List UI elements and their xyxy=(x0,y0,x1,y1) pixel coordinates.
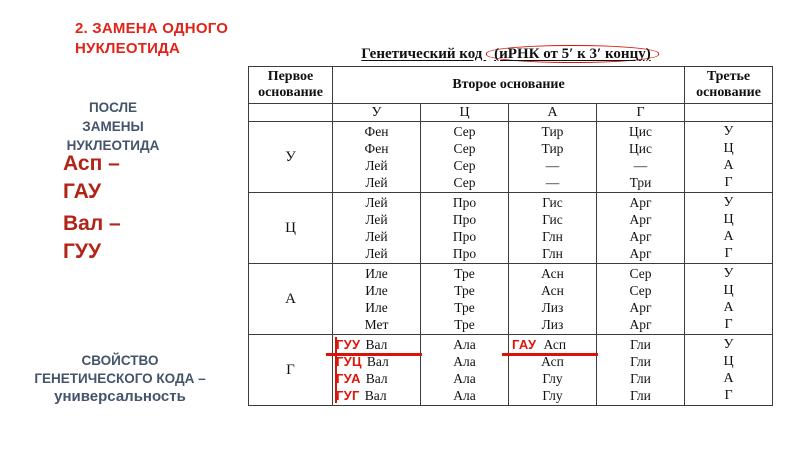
third-base-letter: Г xyxy=(724,317,733,332)
amino-acid-line: Иле xyxy=(365,300,388,315)
codon-result-line: ГУУ xyxy=(63,240,102,263)
amino-acid-line: — xyxy=(545,158,560,173)
third-base-cell xyxy=(685,264,773,335)
genetic-code-table-area xyxy=(248,44,772,406)
amino-acid-line: Лей xyxy=(365,158,388,173)
amino-acid-cell xyxy=(421,335,509,406)
codon-result-line: Вал – xyxy=(63,212,121,235)
codon-label: ГУГ xyxy=(336,388,360,403)
amino-acid-line: Цис xyxy=(629,141,652,156)
amino-acid-cell xyxy=(597,335,685,406)
amino-acid-line: Фен xyxy=(364,141,389,156)
amino-acid-line: Сер xyxy=(629,283,652,298)
second-base-letters-row xyxy=(249,104,773,122)
amino-acid-line: Тир xyxy=(541,124,564,139)
amino-acid-line: Фен xyxy=(364,124,389,139)
amino-acid-line: Глн xyxy=(542,246,563,261)
amino-acid-line: Три xyxy=(629,175,652,190)
amino-acid-line: Ала xyxy=(453,337,476,352)
amino-acid-line xyxy=(333,336,420,353)
amino-acid-line: Арг xyxy=(629,229,652,244)
amino-acid-line: Тре xyxy=(454,283,475,298)
amino-acid-cell xyxy=(509,122,597,193)
codon-group-row xyxy=(249,193,773,264)
amino-acid-line: Ала xyxy=(453,388,476,403)
col-header-first-base: Первое основание xyxy=(249,67,333,104)
amino-acid-line xyxy=(333,387,420,404)
amino-acid-name: Вал xyxy=(364,388,387,403)
slide-heading xyxy=(75,19,228,59)
third-base-letter: У xyxy=(723,266,734,281)
codon-result-text xyxy=(63,150,121,266)
genetic-code-property xyxy=(15,352,225,406)
property-line: ГЕНЕТИЧЕСКОГО КОДА – xyxy=(34,370,206,386)
third-base-letter: У xyxy=(723,195,734,210)
amino-acid-cell xyxy=(421,264,509,335)
amino-acid-cell xyxy=(333,122,421,193)
amino-acid-cell xyxy=(509,335,597,406)
genetic-table-body xyxy=(249,122,773,406)
table-header-row xyxy=(249,67,773,104)
amino-acid-line: Арг xyxy=(629,317,652,332)
amino-acid-line: Про xyxy=(452,229,477,244)
amino-acid-line: Иле xyxy=(365,283,388,298)
third-base-letter: У xyxy=(723,124,734,139)
codon-label: ГАУ xyxy=(512,337,537,352)
amino-acid-name: Вал xyxy=(365,337,388,352)
amino-acid-cell xyxy=(421,193,509,264)
amino-acid-cell xyxy=(421,122,509,193)
amino-acid-line: Гли xyxy=(630,371,651,386)
third-base-letter: А xyxy=(723,158,734,173)
third-base-cell xyxy=(685,122,773,193)
amino-acid-line: Цис xyxy=(629,124,652,139)
after-replacement-label xyxy=(45,98,181,155)
amino-acid-line: Лей xyxy=(365,229,388,244)
third-base-letter: Г xyxy=(724,175,733,190)
amino-acid-line: Лиз xyxy=(541,300,564,315)
amino-acid-line: Сер xyxy=(453,124,476,139)
amino-acid-line: Тре xyxy=(454,266,475,281)
amino-acid-line: Иле xyxy=(365,266,388,281)
table-title-text: Генетический код xyxy=(361,46,487,62)
slide-heading-line: 2. ЗАМЕНА ОДНОГО xyxy=(75,20,229,37)
codon-group-row xyxy=(249,335,773,406)
amino-acid-cell xyxy=(597,264,685,335)
title-red-ellipse-annotation: (иРНК от 5′ к 3′ концу) xyxy=(486,45,659,63)
property-line: СВОЙСТВО xyxy=(81,353,159,368)
amino-acid-line: Гис xyxy=(542,195,563,210)
after-label-line: ЗАМЕНЫ xyxy=(82,119,144,134)
third-base-letter: Ц xyxy=(723,283,734,298)
codon-result-line: Асп – xyxy=(63,152,120,175)
amino-acid-line: — xyxy=(633,158,648,173)
amino-acid-name: Вал xyxy=(365,371,388,386)
third-base-letter: А xyxy=(723,371,734,386)
amino-acid-line: Асн xyxy=(541,283,564,298)
codon-label: ГУА xyxy=(336,371,361,386)
slide-heading-line: НУКЛЕОТИДА xyxy=(75,40,180,57)
amino-acid-line: Сер xyxy=(629,266,652,281)
amino-acid-line: Лей xyxy=(365,212,388,227)
amino-acid-line xyxy=(333,370,420,387)
amino-acid-cell xyxy=(333,193,421,264)
amino-acid-line: Сер xyxy=(453,175,476,190)
amino-acid-line: Сер xyxy=(453,158,476,173)
amino-acid-line: Арг xyxy=(629,195,652,210)
property-value: универсальность xyxy=(54,388,186,405)
amino-acid-line: Асн xyxy=(541,266,564,281)
codon-group-row xyxy=(249,122,773,193)
amino-acid-line: Про xyxy=(452,246,477,261)
amino-acid-line: Ала xyxy=(453,371,476,386)
amino-acid-line: Асп xyxy=(541,354,564,369)
col-header-second-base: Второе основание xyxy=(333,67,685,104)
amino-acid-line: Ала xyxy=(453,354,476,369)
codon-result-line: ГАУ xyxy=(63,180,102,203)
third-base-cell xyxy=(685,335,773,406)
amino-acid-cell xyxy=(597,122,685,193)
empty-header-cell xyxy=(685,104,773,122)
first-base-cell: У xyxy=(249,122,333,193)
amino-acid-line: Тре xyxy=(454,317,475,332)
amino-acid-line: Тре xyxy=(454,300,475,315)
third-base-letter: У xyxy=(723,337,734,352)
third-base-cell xyxy=(685,193,773,264)
third-base-letter: А xyxy=(723,229,734,244)
genetic-code-table xyxy=(248,66,773,406)
amino-acid-line: Тир xyxy=(541,141,564,156)
amino-acid-line: Сер xyxy=(453,141,476,156)
codon-label: ГУЦ xyxy=(336,354,362,369)
amino-acid-cell xyxy=(509,193,597,264)
second-base-letter: А xyxy=(509,104,597,122)
first-base-cell: Ц xyxy=(249,193,333,264)
amino-acid-line: Про xyxy=(452,212,477,227)
amino-acid-line: Арг xyxy=(629,212,652,227)
amino-acid-line: — xyxy=(545,175,560,190)
table-title xyxy=(248,44,772,65)
codon-group-row xyxy=(249,264,773,335)
second-base-letter: Ц xyxy=(421,104,509,122)
amino-acid-line: Глу xyxy=(542,388,563,403)
third-base-letter: Ц xyxy=(723,354,734,369)
amino-acid-cell xyxy=(333,264,421,335)
amino-acid-line: Лей xyxy=(365,195,388,210)
amino-acid-line: Лей xyxy=(365,175,388,190)
first-base-cell: Г xyxy=(249,335,333,406)
amino-acid-cell xyxy=(509,264,597,335)
amino-acid-line: Лиз xyxy=(541,317,564,332)
amino-acid-line: Лей xyxy=(365,246,388,261)
after-label-line: ПОСЛЕ xyxy=(88,100,138,115)
amino-acid-line: Глу xyxy=(542,371,563,386)
amino-acid-line: Гли xyxy=(630,337,651,352)
amino-acid-line: Глн xyxy=(542,229,563,244)
first-base-cell: А xyxy=(249,264,333,335)
codon-label: ГУУ xyxy=(336,337,361,352)
amino-acid-line: Гис xyxy=(542,212,563,227)
amino-acid-line: Про xyxy=(452,195,477,210)
third-base-letter: Ц xyxy=(723,141,734,156)
amino-acid-line xyxy=(509,336,596,353)
third-base-letter: Ц xyxy=(723,212,734,227)
col-header-third-base: Третье основание xyxy=(685,67,773,104)
amino-acid-cell xyxy=(597,193,685,264)
amino-acid-line xyxy=(333,353,420,370)
amino-acid-name: Асп xyxy=(543,337,567,352)
amino-acid-line: Арг xyxy=(629,246,652,261)
amino-acid-line: Мет xyxy=(364,317,389,332)
third-base-letter: Г xyxy=(724,388,733,403)
after-label-line: НУКЛЕОТИДА xyxy=(66,138,160,153)
amino-acid-name: Вал xyxy=(366,354,389,369)
amino-acid-line: Гли xyxy=(630,354,651,369)
second-base-letter: У xyxy=(333,104,421,122)
amino-acid-line: Гли xyxy=(630,388,651,403)
empty-header-cell xyxy=(249,104,333,122)
second-base-letter: Г xyxy=(597,104,685,122)
amino-acid-line: Арг xyxy=(629,300,652,315)
third-base-letter: А xyxy=(723,300,734,315)
third-base-letter: Г xyxy=(724,246,733,261)
amino-acid-cell xyxy=(333,335,421,406)
